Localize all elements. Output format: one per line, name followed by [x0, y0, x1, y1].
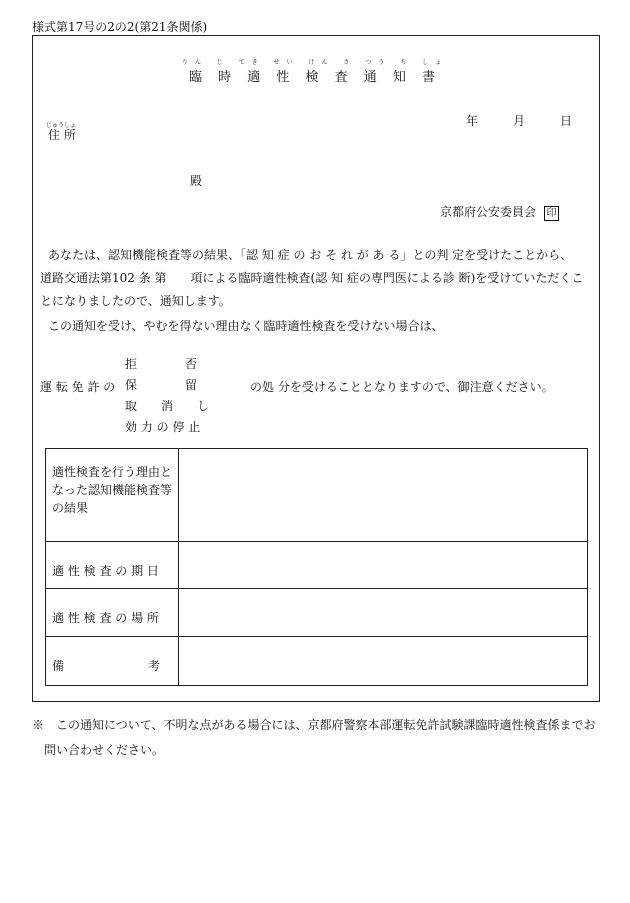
table-row-value[interactable]: [179, 449, 587, 541]
addressee-suffix: 殿: [190, 174, 203, 188]
body-line-4: この通知を受け、やむを得ない理由なく臨時適性検査を受けない場合は、: [48, 319, 444, 333]
disposition-list: [125, 354, 209, 438]
body-line-3: とになりましたので、通知します。: [40, 294, 231, 308]
disposition-item: 保 留: [125, 378, 198, 392]
table-row-label: 適 性 検 査 の 場 所: [46, 589, 179, 636]
body-line-1: あなたは、認知機能検査等の結果、「認 知 症 の お そ れ が あ る」との判 定を受けたことから、: [48, 248, 573, 262]
issuer-name: 京都府公安委員会: [440, 205, 537, 219]
title-ruby: りん じ てき せい けん さ つう ち しょ: [181, 59, 449, 66]
table-row-label: 備 考: [46, 637, 179, 685]
table-row-value[interactable]: [179, 589, 587, 636]
address-ruby: じゅうしょ: [46, 122, 77, 129]
date-year: 年: [466, 114, 479, 128]
body-line-2: 道路交通法第102 条 第 項による臨時適性検査(認 知 症の専門医による診 断)を受けていただくこ: [40, 271, 584, 285]
footer-note-line-1: ※ この通知について、不明な点がある場合には、京都府警察本部運転免許試験課臨時適性検査係までお: [32, 718, 596, 732]
address-label: 住 所: [48, 128, 76, 142]
page-title: 臨 時 適 性 検 査 通 知 書: [188, 70, 442, 85]
date-day: 日: [560, 114, 573, 128]
table-row-label: 適 性 検 査 の 期 日: [46, 542, 179, 588]
disposition-item: 効 力 の 停 止: [125, 420, 201, 434]
issuer: [440, 203, 559, 221]
table-row-label: 適性検査を行う理由となった認知機能検査等の結果: [46, 449, 179, 541]
table-row: [46, 449, 587, 541]
table-row-value[interactable]: [179, 637, 587, 685]
footer-note-line-2: 問い合わせください。: [44, 743, 165, 757]
disposition-item: 取 消 し: [125, 399, 210, 413]
table-row: [46, 541, 587, 588]
form-number: 様式第17号の2の2(第21条関係): [32, 20, 208, 34]
date-month: 月: [513, 114, 526, 128]
table-row: [46, 636, 587, 685]
seal-mark: 印: [544, 206, 559, 221]
disposition-suffix: の処 分を受けることとなりますので、御注意ください。: [250, 380, 554, 394]
license-label: 運 転 免 許 の: [40, 380, 116, 394]
table-row: [46, 588, 587, 636]
table-row-value[interactable]: [179, 542, 587, 588]
disposition-item: 拒 否: [125, 357, 198, 371]
notice-table: [45, 448, 588, 686]
